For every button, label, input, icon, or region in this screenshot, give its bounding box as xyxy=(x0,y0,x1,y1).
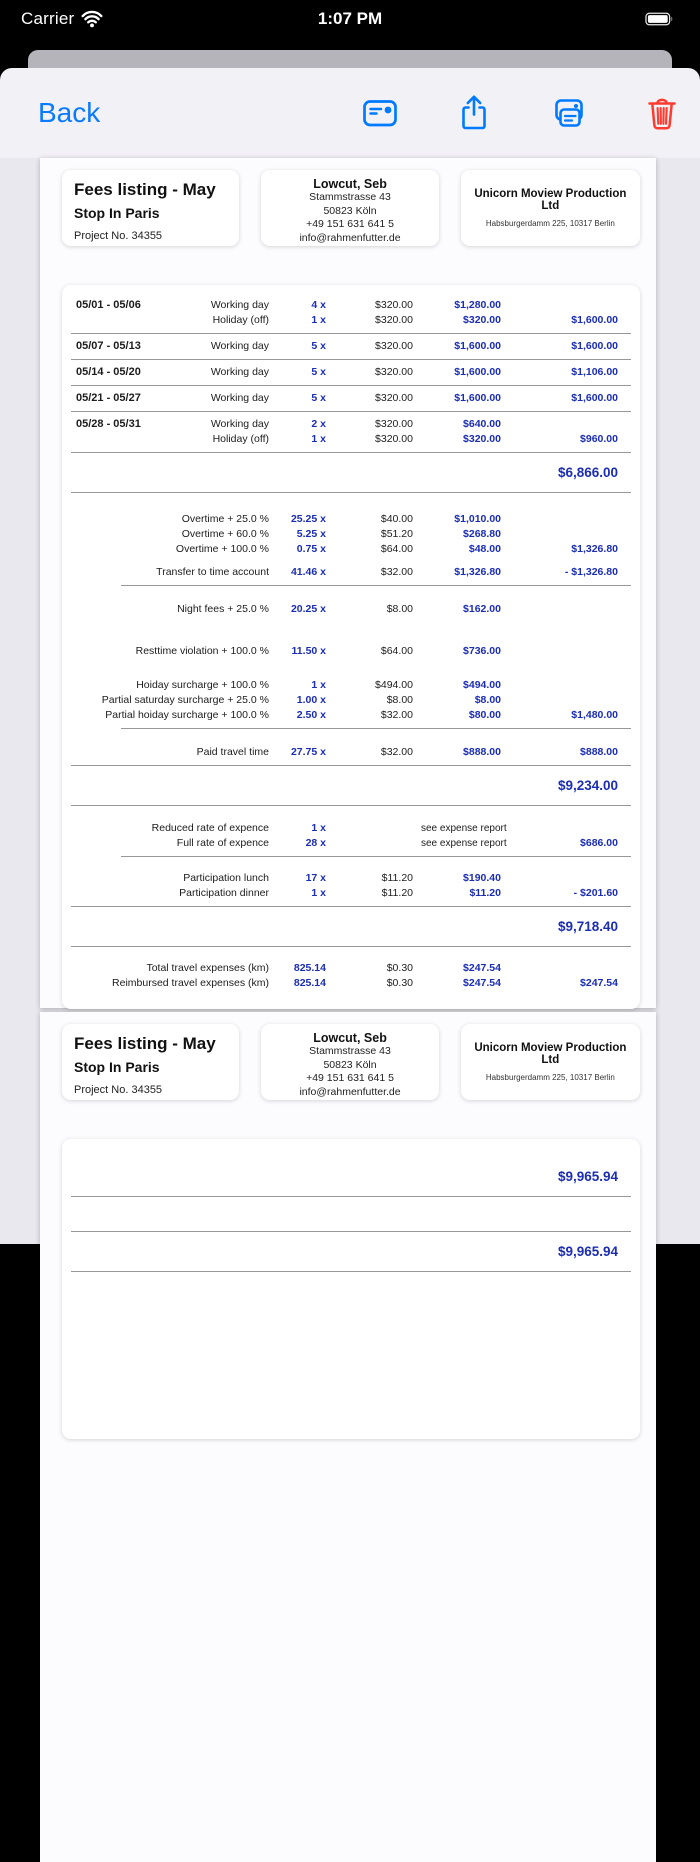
fee-row xyxy=(76,644,626,659)
spacer xyxy=(76,617,626,644)
fee-amount: $888.00 xyxy=(421,745,509,760)
contractor-city: 50823 Köln xyxy=(267,1059,432,1073)
project-name: Stop In Paris xyxy=(74,1059,227,1075)
fee-row-head: Holiday (off) xyxy=(76,313,277,328)
fee-row xyxy=(76,886,626,901)
fee-rate: $0.30 xyxy=(334,976,421,991)
fee-row xyxy=(76,565,626,580)
subtotal-value: $9,965.94 xyxy=(558,1169,618,1184)
fee-row xyxy=(76,339,626,354)
fee-row-head: Participation dinner xyxy=(76,886,277,901)
contractor-city: 50823 Köln xyxy=(267,205,432,219)
company-card xyxy=(461,1024,640,1100)
fee-total: $1,600.00 xyxy=(509,313,626,328)
row-divider xyxy=(121,728,631,729)
spacer xyxy=(76,591,626,602)
fee-count: 41.46 x xyxy=(277,565,334,580)
fee-rate: $320.00 xyxy=(334,417,421,432)
contractor-email: info@rahmenfutter.de xyxy=(267,232,432,246)
fee-amount: $11.20 xyxy=(421,886,509,901)
fee-count: 825.14 xyxy=(277,976,334,991)
fee-amount: $494.00 xyxy=(421,678,509,693)
fee-row-head: Transfer to time account xyxy=(76,565,277,580)
document-scroll-area[interactable] xyxy=(0,158,700,1244)
fee-rate: $51.20 xyxy=(334,527,421,542)
fee-rate: $11.20 xyxy=(334,871,421,886)
fee-count: 25.25 x xyxy=(277,512,334,527)
share-button[interactable] xyxy=(454,93,494,133)
fee-row xyxy=(76,365,626,380)
contractor-email: info@rahmenfutter.de xyxy=(267,1086,432,1100)
fee-row-head: Holiday (off) xyxy=(76,432,277,447)
company-address: Habsburgerdamm 225, 10317 Berlin xyxy=(486,1073,615,1082)
fees-table-card xyxy=(62,285,640,1009)
share-icon xyxy=(454,93,494,133)
fee-row-head: Partial hoiday surcharge + 100.0 % xyxy=(76,708,277,723)
delete-button[interactable] xyxy=(642,93,682,133)
fee-row-head: Overtime + 25.0 % xyxy=(76,512,277,527)
fee-rate: $494.00 xyxy=(334,678,421,693)
row-divider xyxy=(71,1271,631,1272)
fee-amount: $1,326.80 xyxy=(421,565,509,580)
subtotal-row xyxy=(76,1237,626,1266)
fee-row-head: Partial saturday surcharge + 25.0 % xyxy=(76,693,277,708)
fee-count: 5 x xyxy=(277,391,334,406)
fee-count: 20.25 x xyxy=(277,602,334,617)
fee-row xyxy=(76,313,626,328)
fee-total: $1,106.00 xyxy=(509,365,626,380)
fee-row-head: Hoiday surcharge + 100.0 % xyxy=(76,678,277,693)
fee-row-head: 05/01 - 05/06 Working day xyxy=(76,298,277,313)
fee-total: $1,326.80 xyxy=(509,542,626,557)
fee-rate: $32.00 xyxy=(334,565,421,580)
fee-date-range: 05/21 - 05/27 xyxy=(76,391,141,406)
fee-row-head: Resttime violation + 100.0 % xyxy=(76,644,277,659)
spacer xyxy=(76,1202,626,1226)
row-divider xyxy=(121,856,631,857)
project-number: Project No. 34355 xyxy=(74,1084,227,1096)
spacer xyxy=(76,811,626,821)
fee-total: $960.00 xyxy=(509,432,626,447)
row-divider xyxy=(71,333,631,334)
fee-rate: $320.00 xyxy=(334,365,421,380)
row-divider xyxy=(71,385,631,386)
subtotal-row xyxy=(76,771,626,800)
back-button[interactable]: Back xyxy=(38,97,100,129)
fee-row-head: Night fees + 25.0 % xyxy=(76,602,277,617)
fee-row-head: Participation lunch xyxy=(76,871,277,886)
fee-total: $1,600.00 xyxy=(509,339,626,354)
fee-total: $247.54 xyxy=(509,976,626,991)
subtotal-row xyxy=(76,458,626,487)
spacer xyxy=(76,952,626,961)
fee-count: 0.75 x xyxy=(277,542,334,557)
fee-row-head: 05/21 - 05/27 Working day xyxy=(76,391,277,406)
fee-total: $686.00 xyxy=(509,836,626,851)
subtotal-value: $9,965.94 xyxy=(558,1244,618,1259)
fee-amount: $80.00 xyxy=(421,708,509,723)
subtotal-value: $9,234.00 xyxy=(558,778,618,793)
fee-amount: $320.00 xyxy=(421,432,509,447)
fee-total: $1,600.00 xyxy=(509,391,626,406)
fee-row xyxy=(76,961,626,976)
row-divider xyxy=(71,946,631,947)
spacer xyxy=(76,557,626,565)
fee-row xyxy=(76,512,626,527)
fee-count: 27.75 x xyxy=(277,745,334,760)
company-card xyxy=(461,170,640,246)
fee-rate: $32.00 xyxy=(334,745,421,760)
fee-count: 17 x xyxy=(277,871,334,886)
fee-rate: $8.00 xyxy=(334,693,421,708)
fee-row-head: 05/07 - 05/13 Working day xyxy=(76,339,277,354)
spacer xyxy=(76,1152,626,1162)
fee-count: 5 x xyxy=(277,339,334,354)
fee-amount: $320.00 xyxy=(421,313,509,328)
row-divider xyxy=(71,1231,631,1232)
fee-row-head: Paid travel time xyxy=(76,745,277,760)
fee-date-range: 05/01 - 05/06 xyxy=(76,298,141,313)
fee-count: 28 x xyxy=(277,836,334,851)
fee-count: 5.25 x xyxy=(277,527,334,542)
fee-total: $1,480.00 xyxy=(509,708,626,723)
fee-rate: $8.00 xyxy=(334,602,421,617)
fee-rate: $320.00 xyxy=(334,339,421,354)
fee-row xyxy=(76,602,626,617)
fee-rate: $64.00 xyxy=(334,644,421,659)
company-address: Habsburgerdamm 225, 10317 Berlin xyxy=(486,219,615,228)
fee-count: 11.50 x xyxy=(277,644,334,659)
fee-row-head: 05/28 - 05/31 Working day xyxy=(76,417,277,432)
contractor-card xyxy=(261,170,438,246)
contractor-phone: +49 151 631 641 5 xyxy=(267,1072,432,1086)
fee-row xyxy=(76,976,626,991)
fee-rate: $40.00 xyxy=(334,512,421,527)
fee-row xyxy=(76,871,626,886)
company-name: Unicorn Moview Production Ltd xyxy=(467,188,634,212)
contractor-card xyxy=(261,1024,438,1100)
fee-row xyxy=(76,527,626,542)
fee-row xyxy=(76,693,626,708)
subtotal-row xyxy=(76,1162,626,1191)
fee-count: 4 x xyxy=(277,298,334,313)
fee-count: 1 x xyxy=(277,432,334,447)
mail-card-button[interactable] xyxy=(360,93,400,133)
row-divider xyxy=(71,452,631,453)
fee-row xyxy=(76,678,626,693)
document-page-2 xyxy=(40,1012,656,1862)
fee-row xyxy=(76,417,626,432)
row-divider xyxy=(121,585,631,586)
fee-date-range: 05/07 - 05/13 xyxy=(76,339,141,354)
print-button[interactable] xyxy=(548,93,588,133)
spacer xyxy=(76,734,626,745)
fee-amount: $190.40 xyxy=(421,871,509,886)
row-divider xyxy=(71,1196,631,1197)
row-divider xyxy=(71,411,631,412)
carrier-label: Carrier xyxy=(21,9,74,29)
row-divider xyxy=(71,906,631,907)
fee-count: 1 x xyxy=(277,821,334,836)
fee-rate: $0.30 xyxy=(334,961,421,976)
spacer xyxy=(76,862,626,871)
spacer xyxy=(76,659,626,678)
fee-count: 2.50 x xyxy=(277,708,334,723)
document-page-1 xyxy=(40,158,656,1008)
fee-row xyxy=(76,745,626,760)
document-title: Fees listing - May xyxy=(74,1034,227,1054)
fee-row-head: Total travel expenses (km) xyxy=(76,961,277,976)
company-name: Unicorn Moview Production Ltd xyxy=(467,1042,634,1066)
fee-rate: $320.00 xyxy=(334,391,421,406)
fee-rate: $320.00 xyxy=(334,313,421,328)
fee-rate: $64.00 xyxy=(334,542,421,557)
fee-amount: see expense report xyxy=(421,836,509,851)
subtotal-value: $6,866.00 xyxy=(558,465,618,480)
contractor-street: Stammstrasse 43 xyxy=(267,191,432,205)
fee-total: - $1,326.80 xyxy=(509,565,626,580)
mail-card-icon xyxy=(360,93,400,133)
fee-row-head: 05/14 - 05/20 Working day xyxy=(76,365,277,380)
totals-table-card xyxy=(62,1139,640,1439)
fee-row xyxy=(76,298,626,313)
fee-amount: $1,280.00 xyxy=(421,298,509,313)
fee-count: 2 x xyxy=(277,417,334,432)
fee-rate: $320.00 xyxy=(334,298,421,313)
fee-count: 5 x xyxy=(277,365,334,380)
fee-count: 1 x xyxy=(277,313,334,328)
contractor-name: Lowcut, Seb xyxy=(267,1031,432,1045)
fee-row-head: Reduced rate of expence xyxy=(76,821,277,836)
fee-amount: $736.00 xyxy=(421,644,509,659)
subtotal-value: $9,718.40 xyxy=(558,919,618,934)
row-divider xyxy=(71,492,631,493)
project-name: Stop In Paris xyxy=(74,205,227,221)
fee-row-head: Overtime + 60.0 % xyxy=(76,527,277,542)
fee-amount: $1,600.00 xyxy=(421,339,509,354)
preview-sheet xyxy=(0,68,700,1244)
fee-row xyxy=(76,542,626,557)
fee-total: $888.00 xyxy=(509,745,626,760)
fee-date-range: 05/28 - 05/31 xyxy=(76,417,141,432)
row-divider xyxy=(71,765,631,766)
subtotal-row xyxy=(76,912,626,941)
fee-amount: $162.00 xyxy=(421,602,509,617)
printer-icon xyxy=(548,93,588,133)
fee-count: 1.00 x xyxy=(277,693,334,708)
project-card xyxy=(62,1024,239,1100)
contractor-street: Stammstrasse 43 xyxy=(267,1045,432,1059)
contractor-phone: +49 151 631 641 5 xyxy=(267,218,432,232)
clock: 1:07 PM xyxy=(0,9,700,29)
fee-amount: $247.54 xyxy=(421,961,509,976)
fee-row xyxy=(76,432,626,447)
fee-row xyxy=(76,391,626,406)
fee-rate: $11.20 xyxy=(334,886,421,901)
fee-amount: $640.00 xyxy=(421,417,509,432)
fee-row xyxy=(76,708,626,723)
fee-total: - $201.60 xyxy=(509,886,626,901)
fee-amount: $1,600.00 xyxy=(421,365,509,380)
fee-amount: $8.00 xyxy=(421,693,509,708)
fee-row xyxy=(76,821,626,836)
fee-amount: $1,600.00 xyxy=(421,391,509,406)
fee-rate: $32.00 xyxy=(334,708,421,723)
row-divider xyxy=(71,805,631,806)
fee-row-head: Overtime + 100.0 % xyxy=(76,542,277,557)
fee-count: 825.14 xyxy=(277,961,334,976)
battery-icon xyxy=(645,12,674,26)
toolbar xyxy=(0,68,700,158)
fee-amount: $268.80 xyxy=(421,527,509,542)
fee-date-range: 05/14 - 05/20 xyxy=(76,365,141,380)
fee-amount: $247.54 xyxy=(421,976,509,991)
trash-icon xyxy=(642,93,682,133)
contractor-name: Lowcut, Seb xyxy=(267,177,432,191)
fee-row xyxy=(76,836,626,851)
fee-count: 1 x xyxy=(277,678,334,693)
fee-amount: $1,010.00 xyxy=(421,512,509,527)
project-card xyxy=(62,170,239,246)
fee-amount: see expense report xyxy=(421,821,509,836)
row-divider xyxy=(71,359,631,360)
document-title: Fees listing - May xyxy=(74,180,227,200)
fee-rate: $320.00 xyxy=(334,432,421,447)
spacer xyxy=(76,498,626,512)
fee-count: 1 x xyxy=(277,886,334,901)
fee-row-head: Reimbursed travel expenses (km) xyxy=(76,976,277,991)
fee-amount: $48.00 xyxy=(421,542,509,557)
project-number: Project No. 34355 xyxy=(74,230,227,242)
fee-row-head: Full rate of expence xyxy=(76,836,277,851)
